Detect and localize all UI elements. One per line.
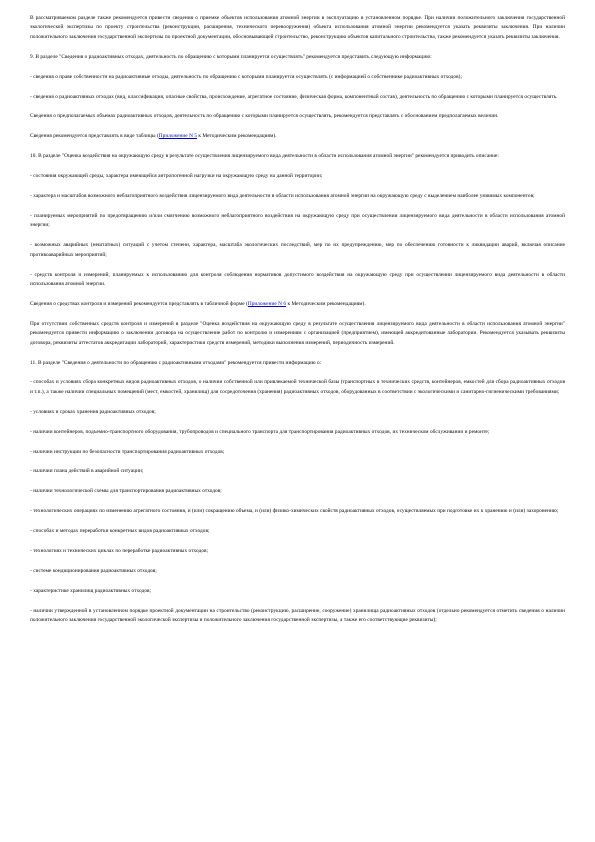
paragraph: - наличии утвержденной в установленном порядке проектной документации на строительство (реконструкцию, расширение, сооружение) хранилища радиоактивных отходов (отдельно рекомендуется отметить сведения о наличии положительного заключения государственной экологической экспертизы и положительного заключения государственной экспертизы, а также его соответствующие реквизиты); bbox=[30, 607, 565, 624]
paragraph-text: Сведения рекомендуется представлять в виде таблицы ( bbox=[30, 133, 159, 140]
paragraph: - возможных аварийных (нештатных) ситуаций с учетом степени, характера, масштаба экологических последствий, мер по их предупреждению, мер по обеспечению готовности к ликвидации аварий, включая описание противоаварийных мероприятий; bbox=[30, 242, 565, 258]
paragraph: - наличии инструкции по безопасности транспортирования радиоактивных отходов; bbox=[30, 448, 225, 455]
paragraph: - технологиях и технических циклах по переработке радиоактивных отходов; bbox=[30, 548, 209, 555]
paragraph-text: Сведения о средствах контроля и измерений рекомендуется представлять в табличной форме ( bbox=[30, 300, 248, 307]
paragraph: - условиях и сроках хранения радиоактивных отходов; bbox=[30, 408, 156, 415]
paragraph: - сведения о радиоактивных отходах (вид, классификация, опасные свойства, происхождение, агрегатное состояние, физическая форма, компонентный состав), деятельность по обращению с которыми планируется осуществлять. bbox=[30, 93, 558, 100]
paragraph-text: к Методическим рекомендациям). bbox=[197, 133, 277, 140]
paragraph: - наличии технологической схемы для транспортирования радиоактивных отходов; bbox=[30, 488, 222, 495]
paragraph: - состояния окружающей среды, характера имеющейся антропогенной нагрузки на окружающую среду на данной территории; bbox=[30, 173, 323, 180]
paragraph: - способах и условиях сбора конкретных видов радиоактивных отходов, о наличии собственной или привлекаемой технической базы (транспортных и технических средств, контейнеров, емкостей для сбора радиоактивных отходов и т.п.), а также наличии специальных помещений (мест, емкостей, хранилищ) для сосредоточения (хранения) радиоактивных отходов, оборудованных в соответствии с экологическими и санитарно-гигиеническими требованиями; bbox=[30, 379, 565, 395]
paragraph: - характера и масштабов возможного неблагоприятного воздействия лицензируемого вида деятельности в области использования атомной энергии на окружающую среду с выделением наиболее уязвимых компонентов; bbox=[30, 193, 535, 200]
paragraph: 9. В разделе "Сведения о радиоактивных отходах, деятельность по обращению с которыми планируется осуществлять" рекомендуется представить следующую информацию: bbox=[30, 53, 432, 60]
paragraph: 11. В разделе "Сведения о деятельности по обращению с радиоактивными отходами" рекомендуется привести информацию о: bbox=[30, 359, 322, 366]
paragraph: При отсутствии собственных средств контроля и измерений в разделе "Оценка воздействия на окружающую среду в результате осуществления лицензируемого вида деятельности в области использования атомной энергии" рекомендуется привести информацию о заключении договора на осуществление работ по контролю и измерениям с организацией (предприятием), имеющей аккредитованные лаборатории. Рекомендуется указывать реквизиты договора, реквизиты аттестатов аккредитации лабораторий, характеристики средств измерений, методики выполнения измерений, периодичность измерений. bbox=[30, 320, 565, 346]
paragraph bbox=[30, 300, 565, 309]
paragraph: - планируемых мероприятий по предотвращению и/или смягчению возможного неблагоприятного воздействия на окружающую среду при осуществлении лицензируемого вида деятельности в области использования атомной энергии; bbox=[30, 212, 565, 229]
paragraph: - системе кондиционирования радиоактивных отходов; bbox=[30, 568, 157, 574]
paragraph bbox=[30, 132, 565, 141]
paragraph: - характеристике хранилищ радиоактивных отходов; bbox=[30, 587, 152, 594]
paragraph: - наличии контейнеров, подъемно-транспортного оборудования, трубопроводов и специального транспорта для транспортирования радиоактивных отходов, их техническом обслуживании и ремонте; bbox=[30, 428, 490, 435]
paragraph: - средств контроля и измерений, планируемых к использованию для контроля соблюдения нормативов допустимого воздействия на окружающую среду при осуществлении лицензируемого вида деятельности в области использования атомной энергии. bbox=[30, 271, 565, 287]
paragraph-text: к Методическим рекомендациям). bbox=[286, 300, 366, 307]
paragraph: 10. В разделе "Оценка воздействия на окружающую среду в результате осуществления лицензируемого вида деятельности в области использования атомной энергии" рекомендуется приводить описание: bbox=[30, 153, 499, 160]
appendix-link[interactable]: Приложение N 6 bbox=[247, 300, 287, 307]
paragraph: В рассматриваемом разделе также рекомендуется привести сведения о приемке объектов использования атомной энергии в эксплуатацию в установленном порядке. При наличии положительного заключения государственной экологической экспертизы по проекту строительства (реконструкции, расширения, технического перевооружения) объекта использования атомной энергии рекомендуется указать реквизиты заключения. При наличии положительного заключения государственной экспертизы по проектной документации, обосновывающей строительство, реконструкцию объектов капитального строительства, также рекомендуется указать реквизиты заключения. bbox=[30, 15, 565, 40]
paragraph: - наличии плана действий в аварийной ситуации; bbox=[30, 468, 144, 475]
appendix-link[interactable]: Приложение N 5 bbox=[158, 133, 198, 140]
paragraph: - сведения о праве собственности на радиоактивные отходы, деятельность по обращению с которыми планируется осуществлять (с информацией о собственнике радиоактивных отходов); bbox=[30, 73, 462, 80]
paragraph: - технологических операциях по изменению агрегатного состояния, и (или) сокращению объема, и (или) физико-химических свойств радиоактивных отходов, осуществляемых при подготовке их к хранению и (или) захоронению; bbox=[30, 508, 559, 515]
paragraph: Сведения о предполагаемых объемах радиоактивных отходов, деятельность по обращению с которыми планируется осуществлять, рекомендуется представлять с обоснованием предполагаемых величин. bbox=[30, 113, 499, 120]
paragraph: - способах и методах переработки конкретных видов радиоактивных отходов; bbox=[30, 528, 210, 535]
